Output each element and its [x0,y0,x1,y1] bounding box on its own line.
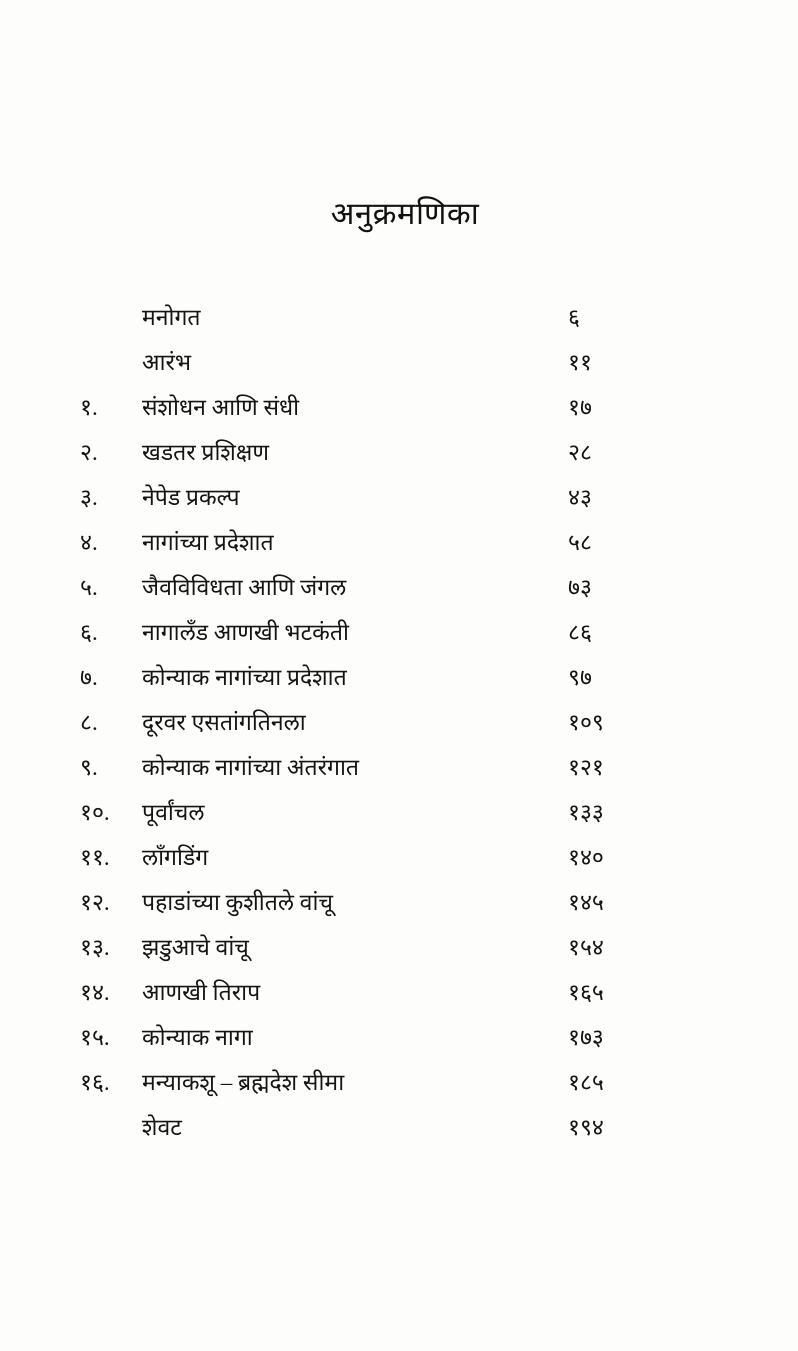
toc-entry-page: १३३ [568,800,604,825]
toc-entry-number: १५. [80,1025,110,1050]
toc-entry-page: १७३ [568,1025,604,1050]
toc-entry-page: ९७ [568,665,592,690]
toc-entry-title: आरंभ [142,350,192,375]
toc-entry [78,930,678,975]
toc-entry-page: १९४ [568,1115,604,1140]
toc-entry-title: पहाडांच्या कुशीतले वांचू [142,890,334,915]
toc-entry-title: नेपेड प्रकल्प [142,485,240,510]
toc-entry-title: नागालँड आणखी भटकंती [142,620,349,645]
toc-entry-number: २. [80,440,98,465]
toc-entry-number: १. [80,395,98,420]
toc-entry-title: दूरवर एसतांगतिनला [142,710,306,735]
toc-entry-number: ९. [80,755,98,780]
toc-entry-number: ११. [80,845,110,870]
toc-entry-number: ८. [80,710,98,735]
page-title: अनुक्रमणिका [330,196,480,231]
table-of-contents [78,300,678,1155]
toc-entry-number: १२. [80,890,110,915]
toc-entry-page: ८६ [568,620,592,645]
toc-entry-page: १८५ [568,1070,604,1095]
toc-entry-title: आणखी तिराप [142,980,261,1005]
toc-entry [78,1110,678,1155]
toc-entry [78,840,678,885]
toc-entry-page: १६५ [568,980,604,1005]
toc-entry [78,795,678,840]
toc-entry [78,435,678,480]
toc-entry-page: १४० [568,845,604,870]
toc-entry-number: १६. [80,1070,110,1095]
toc-entry [78,1020,678,1065]
toc-entry [78,345,678,390]
toc-entry-number: १४. [80,980,110,1005]
toc-entry-title: खडतर प्रशिक्षण [142,440,270,465]
toc-entry-page: १४५ [568,890,604,915]
toc-entry-title: पूर्वांचल [142,800,205,825]
toc-entry-page: १२१ [568,755,604,780]
toc-entry-page: ६ [568,305,580,330]
toc-entry [78,1065,678,1110]
toc-entry-page: ११ [568,350,592,375]
toc-entry [78,615,678,660]
toc-entry [78,660,678,705]
toc-entry [78,390,678,435]
toc-entry [78,975,678,1020]
toc-entry [78,525,678,570]
toc-entry-page: १५४ [568,935,604,960]
toc-entry-number: १०. [80,800,110,825]
toc-entry-page: २८ [568,440,592,465]
toc-entry-title: कोन्याक नागांच्या अंतरंगात [142,755,360,780]
toc-entry-title: शेवट [142,1115,182,1140]
toc-entry-title: जैवविविधता आणि जंगल [142,575,347,600]
toc-entry-number: ६. [80,620,98,645]
toc-entry-number: ३. [80,485,98,510]
toc-entry-number: १३. [80,935,110,960]
toc-entry-page: ७३ [568,575,592,600]
toc-entry-title: संशोधन आणि संधी [142,395,300,420]
toc-entry-page: १७ [568,395,592,420]
toc-entry-page: ४३ [568,485,592,510]
toc-entry-title: झडुआचे वांचू [142,935,249,960]
toc-entry [78,705,678,750]
toc-entry-page: १०९ [568,710,604,735]
toc-entry-title: लाँगडिंग [142,845,209,870]
toc-entry-number: ४. [80,530,98,555]
toc-entry [78,300,678,345]
toc-entry [78,750,678,795]
toc-entry [78,480,678,525]
toc-entry-title: कोन्याक नागांच्या प्रदेशात [142,665,347,690]
toc-entry-title: नागांच्या प्रदेशात [142,530,274,555]
toc-entry-number: ५. [80,575,98,600]
toc-entry-title: मन्याकशू – ब्रह्मदेश सीमा [142,1070,345,1095]
toc-entry-number: ७. [80,665,98,690]
toc-entry-title: मनोगत [142,305,201,330]
toc-entry [78,570,678,615]
toc-entry [78,885,678,930]
toc-entry-title: कोन्याक नागा [142,1025,253,1050]
toc-entry-page: ५८ [568,530,592,555]
